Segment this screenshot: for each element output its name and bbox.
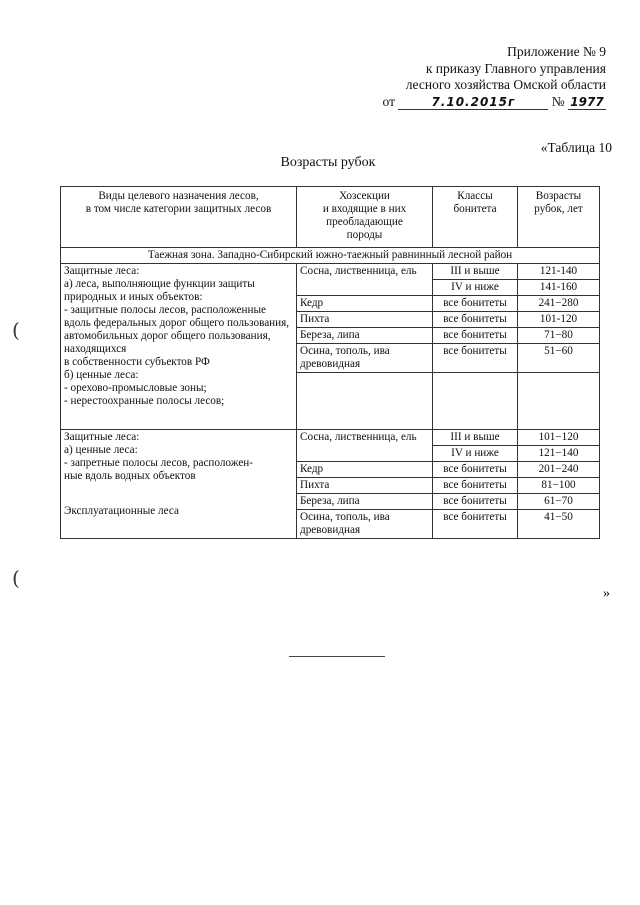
appendix-order-ref: к приказу Главного управления [425,60,606,76]
category-exploitation: Эксплуатационные леса [64,505,179,517]
handwritten-date: 7.10.2015г [398,94,548,110]
table-row [61,264,600,280]
site-class-cell: все бонитеты [433,312,518,328]
footer-rule [289,656,385,657]
age-cell: 51−60 [518,344,600,373]
category-protective-2 [61,430,297,539]
header-cutting-age: Возрасты рубок, лет [518,187,600,248]
category-protective-1: Защитные леса: а) леса, выполняющие функции защиты природных и иных объектов: - защитные полосы лесов, расположенные вдоль федеральных дорог общего пользования, автомобильных дорог общего пользования, находящихся в собственности субъектов РФ б) ценные леса: - орехово-промысловые зоны; - нерестоохранные полосы лесов; [61,264,297,430]
cutting-ages-table [60,186,600,539]
age-cell: 61−70 [518,494,600,510]
species-cell: Осина, тополь, ива древовидная [297,344,433,373]
age-cell: 101-120 [518,312,600,328]
species-cell: Береза, липа [297,328,433,344]
handwritten-number: 1977 [568,94,606,110]
margin-bracket-mark: ( [12,318,20,342]
age-cell: 71−80 [518,328,600,344]
number-label: № [551,93,565,109]
site-class-cell: III и выше [433,430,518,446]
zone-label: Таежная зона. Западно-Сибирский южно-таежный равнинный лесной район [61,248,600,264]
site-class-cell: IV и ниже [433,446,518,462]
site-class-cell: все бонитеты [433,510,518,539]
header-economic-sections: Хозсекции и входящие в них преобладающие породы [297,187,433,248]
table-row [61,430,600,446]
from-label: от [382,93,395,109]
margin-bracket-mark: ( [12,566,20,590]
species-cell: Кедр [297,296,433,312]
document-title-text: Возрасты рубок [280,155,376,170]
site-class-cell: все бонитеты [433,344,518,373]
species-cell: Осина, тополь, ива древовидная [297,510,433,539]
species-cell: Пихта [297,312,433,328]
header-site-class: Классы бонитета [433,187,518,248]
header-forest-purpose: Виды целевого назначения лесов, в том числе категории защитных лесов [61,187,297,248]
table-header-row [61,187,600,248]
species-cell: Кедр [297,462,433,478]
closing-quote: » [603,586,610,601]
age-cell: 81−100 [518,478,600,494]
empty-cell [297,373,433,430]
site-class-cell: все бонитеты [433,494,518,510]
appendix-date-line [306,94,606,111]
appendix-title: Приложение № 9 [507,44,606,59]
site-class-cell: III и выше [433,264,518,280]
site-class-cell: все бонитеты [433,328,518,344]
table-label: «Таблица 10 [540,140,612,155]
document-title [0,155,640,171]
age-cell: 41−50 [518,510,600,539]
appendix-header [306,44,606,110]
age-cell: 201−240 [518,462,600,478]
age-cell: 241−280 [518,296,600,312]
species-cell: Сосна, лиственница, ель [297,430,433,462]
age-cell: 101−120 [518,430,600,446]
site-class-cell: IV и ниже [433,280,518,296]
age-cell: 121-140 [518,264,600,280]
site-class-cell: все бонитеты [433,296,518,312]
zone-row [61,248,600,264]
site-class-cell: все бонитеты [433,478,518,494]
empty-cell [433,373,518,430]
site-class-cell: все бонитеты [433,462,518,478]
age-cell: 141-160 [518,280,600,296]
age-cell: 121−140 [518,446,600,462]
species-cell: Сосна, лиственница, ель [297,264,433,296]
species-cell: Береза, липа [297,494,433,510]
species-cell: Пихта [297,478,433,494]
empty-cell [518,373,600,430]
category-protective-2-text: Защитные леса: а) ценные леса: - запретные полосы лесов, расположен- ные вдоль водных объектов [64,431,254,482]
appendix-department: лесного хозяйства Омской области [405,77,606,92]
